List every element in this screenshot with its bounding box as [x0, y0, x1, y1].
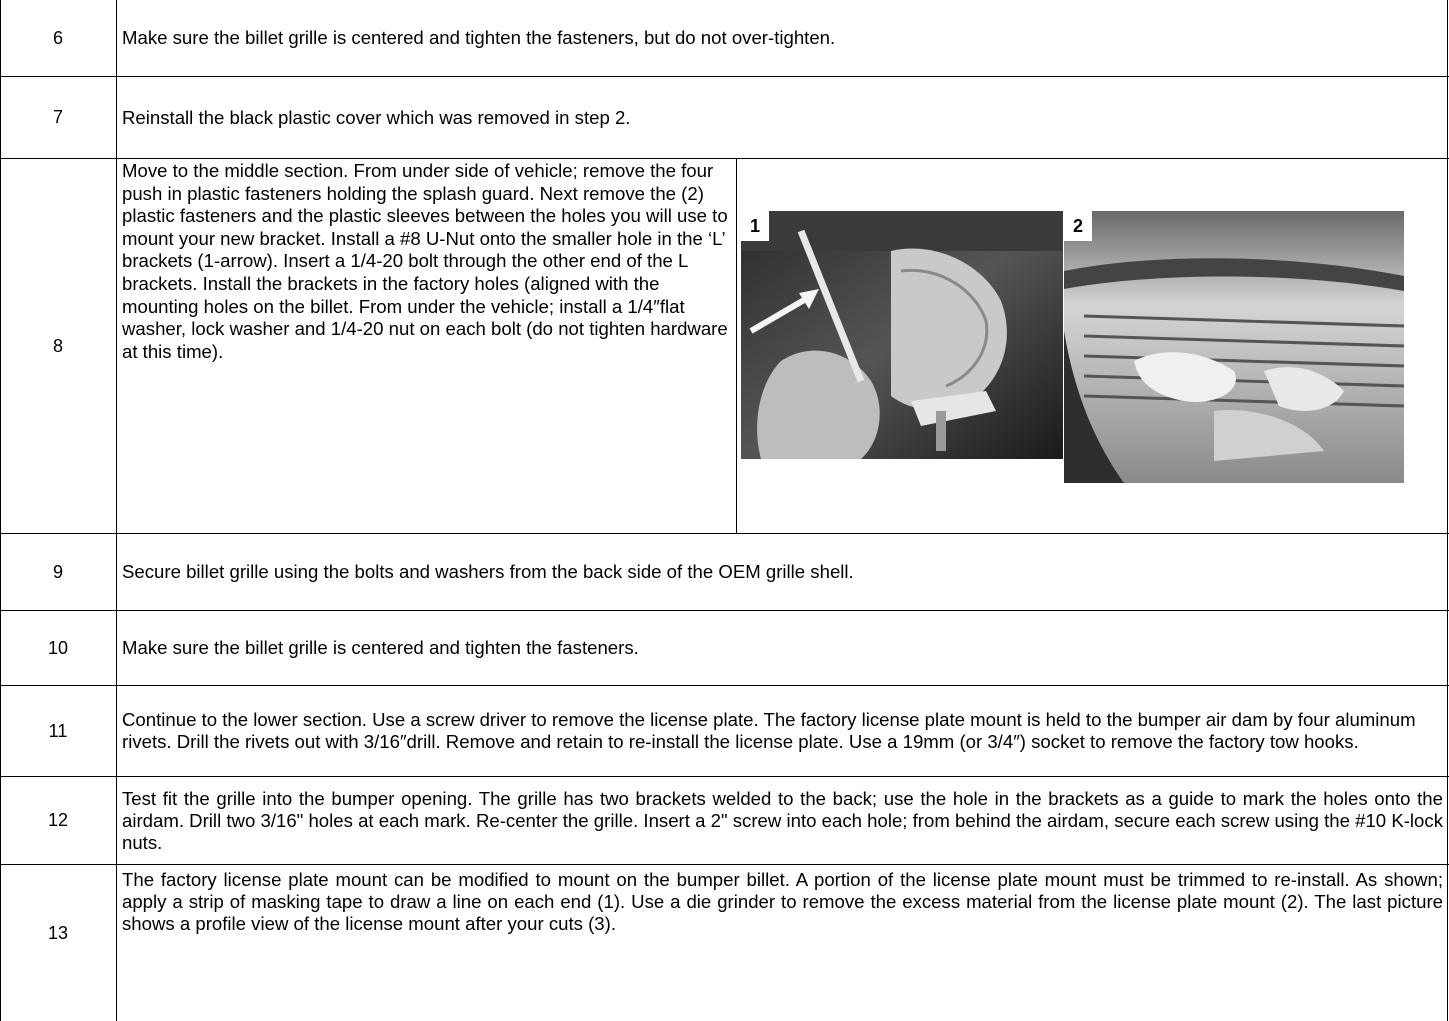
- photo-bracket-install: [741, 211, 1063, 459]
- step-text: Move to the middle section. From under side of vehicle; remove the four push in plastic fasteners holding the splash guard. Next remove the (2) plastic fasteners and the plastic sleeves between the holes you will use to mount your new bracket. Install a #8 U-Nut onto the smaller hole in the ‘L’ brackets (1-arrow). Insert a 1/4-20 bolt through the other end of the L brackets. Install the brackets in the factory holes (aligned with the mounting holes on the billet. From under the vehicle; install a 1/4″flat washer, lock washer and 1/4-20 nut on each bolt (do not tighten hardware at this time).: [122, 160, 728, 362]
- step-text: Make sure the billet grille is centered and tighten the fasteners.: [122, 637, 639, 658]
- step-number: 6: [52, 27, 63, 48]
- step-row-12: [0, 777, 1449, 865]
- step-text: The factory license plate mount can be modified to mount on the bumper billet. A portion of the license plate mount must be trimmed to re-install. As shown; apply a strip of masking tape to draw a line on each end (1). Use a die grinder to remove the excess material from the license plate mount (2). The last picture shows a profile view of the license mount after your cuts (3).: [122, 869, 1443, 934]
- photo-label: 1: [741, 211, 769, 241]
- step-photos: [737, 159, 1448, 533]
- photo-label: 2: [1064, 211, 1092, 241]
- step-text: Continue to the lower section. Use a screw driver to remove the license plate. The factory license plate mount is held to the bumper air dam by four aluminum rivets. Drill the rivets out with 3/16″drill. Remove and retain to re-install the license plate. Use a 19mm (or 3/4″) socket to remove the factory tow hooks.: [122, 709, 1416, 752]
- step-row-8: [0, 159, 1449, 534]
- step-text: Secure billet grille using the bolts and washers from the back side of the OEM grille shell.: [122, 561, 854, 582]
- step-text: Test fit the grille into the bumper opening. The grille has two brackets welded to the back; use the hole in the brackets as a guide to mark the holes onto the airdam. Drill two 3/16" holes at each mark. Re-center the grille. Insert a 2" screw into each hole; from behind the airdam, secure each screw using the #10 K-lock nuts.: [122, 787, 1443, 853]
- photo-grille-install: [1064, 211, 1404, 483]
- step-number: 12: [47, 810, 69, 830]
- step-number: 10: [47, 637, 69, 658]
- step-number: 11: [48, 720, 68, 741]
- step-number: 8: [52, 335, 63, 356]
- step-text: Make sure the billet grille is centered and tighten the fasteners, but do not over-tighten.: [122, 27, 836, 48]
- step-row-11: [0, 686, 1449, 777]
- step-text: Reinstall the black plastic cover which was removed in step 2.: [122, 106, 631, 128]
- step-row-9: [0, 534, 1449, 611]
- step-number: 7: [52, 107, 63, 127]
- step-row-7: [0, 77, 1449, 159]
- step-number: 13: [47, 922, 69, 943]
- step-number: 9: [52, 561, 63, 582]
- step-row-13: [0, 865, 1449, 1021]
- step-row-6: [0, 0, 1449, 77]
- step-row-10: [0, 611, 1449, 686]
